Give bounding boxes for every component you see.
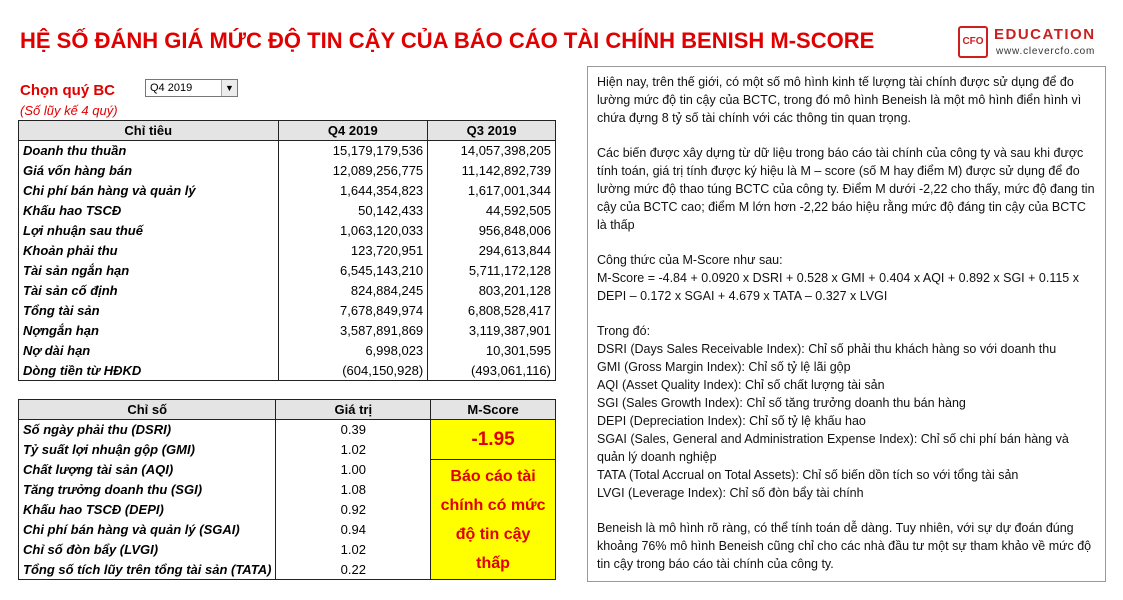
row-label: Lợi nhuận sau thuế <box>19 221 279 241</box>
index-value: 1.02 <box>276 540 431 560</box>
quarter-dropdown-value: Q4 2019 <box>150 82 193 94</box>
table-header-row <box>19 121 556 141</box>
variables-paragraph: Các biến được xây dựng từ dữ liệu trong báo cáo tài chính của công ty và sau khi được tính toán, giá trị tính được ký hiệu là M – score (số M hay điểm M) được sử dụng để đo lường mức độ thao túng BCTC của công ty. Điểm M dưới -2,22 cho thấy, mức độ đang tin cậy của BCTC cao; điểm M lớn hơn -2,22 báo hiệu rằng mức độ đáng tin cậy của BCTC là thấp <box>597 146 1095 232</box>
formula-paragraph <box>597 251 1096 305</box>
definition-item: SGAI (Sales, General and Administration Expense Index): Chỉ số chi phí bán hàng và quản lý doanh nghiệp <box>597 432 1069 464</box>
table-row <box>19 261 556 281</box>
q4-value: 1,644,354,823 <box>278 181 428 201</box>
q4-value: 12,089,256,775 <box>278 161 428 181</box>
column-header: Giá trị <box>276 400 431 420</box>
definition-item: GMI (Gross Margin Index): Chỉ số tỷ lệ lãi gộp <box>597 360 851 374</box>
row-label: Doanh thu thuần <box>19 141 279 161</box>
index-label: Tăng trưởng doanh thu (SGI) <box>19 480 276 500</box>
index-value: 1.02 <box>276 440 431 460</box>
index-label: Số ngày phải thu (DSRI) <box>19 420 276 440</box>
dropdown-arrow-icon[interactable]: ▼ <box>221 80 237 96</box>
row-label: Tài sản cố định <box>19 281 279 301</box>
quarter-dropdown[interactable] <box>145 79 238 97</box>
definition-item: TATA (Total Accrual on Total Assets): Chỉ số biến dồn tích so với tổng tài sản <box>597 468 1019 482</box>
definition-item: LVGI (Leverage Index): Chỉ số đòn bẩy tài chính <box>597 486 864 500</box>
q3-value: 294,613,844 <box>428 241 556 261</box>
table-row <box>19 341 556 361</box>
cfo-education-logo <box>958 26 1108 62</box>
q3-value: 10,301,595 <box>428 341 556 361</box>
table-row <box>19 460 556 480</box>
column-header: Chỉ số <box>19 400 276 420</box>
q3-value: 956,848,006 <box>428 221 556 241</box>
index-value: 0.94 <box>276 520 431 540</box>
q3-value: 11,142,892,739 <box>428 161 556 181</box>
row-label: Khấu hao TSCĐ <box>19 201 279 221</box>
table-row <box>19 301 556 321</box>
q3-value: 5,711,172,128 <box>428 261 556 281</box>
row-label: Khoản phải thu <box>19 241 279 261</box>
q4-value: 123,720,951 <box>278 241 428 261</box>
index-label: Chỉ số đòn bẩy (LVGI) <box>19 540 276 560</box>
table-row <box>19 241 556 261</box>
row-label: Tổng tài sản <box>19 301 279 321</box>
table-row <box>19 321 556 341</box>
q4-value: 1,063,120,033 <box>278 221 428 241</box>
quarter-select-note: (Số lũy kế 4 quý) <box>20 103 118 118</box>
q4-value: (604,150,928) <box>278 361 428 381</box>
table-row <box>19 361 556 381</box>
mscore-index-table <box>18 399 556 580</box>
q4-value: 50,142,433 <box>278 201 428 221</box>
table-row <box>19 161 556 181</box>
q3-value: 14,057,398,205 <box>428 141 556 161</box>
column-header: Chỉ tiêu <box>19 121 279 141</box>
intro-paragraph: Hiện nay, trên thế giới, có một số mô hình kinh tế lượng tài chính được sử dụng để đo lường mức độ tin cậy của BCTC, trong đó mô hình Beneish là một mô hình điển hình vì chứa đựng 8 tỷ số tài chính với các thông tin quan trọng. <box>597 75 1082 125</box>
logo-url-text: www.clevercfo.com <box>996 46 1096 57</box>
table-row <box>19 201 556 221</box>
column-header: Q3 2019 <box>428 121 556 141</box>
definitions-paragraph <box>597 322 1096 502</box>
index-label: Chi phí bán hàng và quản lý (SGAI) <box>19 520 276 540</box>
definitions-intro: Trong đó: <box>597 324 651 338</box>
q4-value: 6,998,023 <box>278 341 428 361</box>
conclusion-paragraph: Beneish là mô hình rõ ràng, có thể tính toán dễ dàng. Tuy nhiên, với sự dự đoán đúng khoảng 76% mô hình Beneish cũng chỉ cho các nhà đầu tư một sự tham khảo về mức độ tin cậy trong báo cáo tài chính của công ty. <box>597 521 1092 571</box>
quarter-select-label: Chọn quý BC <box>20 82 115 99</box>
index-value: 1.08 <box>276 480 431 500</box>
index-label: Tổng số tích lũy trên tổng tài sản (TATA) <box>19 560 276 580</box>
definition-item: DSRI (Days Sales Receivable Index): Chỉ số phải thu khách hàng so với doanh thu <box>597 342 1057 356</box>
q4-value: 6,545,143,210 <box>278 261 428 281</box>
index-label: Tỷ suất lợi nhuận gộp (GMI) <box>19 440 276 460</box>
row-label: Nợngắn hạn <box>19 321 279 341</box>
index-value: 0.22 <box>276 560 431 580</box>
definition-item: SGI (Sales Growth Index): Chỉ số tăng trưởng doanh thu bán hàng <box>597 396 966 410</box>
q4-value: 7,678,849,974 <box>278 301 428 321</box>
q3-value: 803,201,128 <box>428 281 556 301</box>
row-label: Tài sản ngắn hạn <box>19 261 279 281</box>
table-header-row <box>19 400 556 420</box>
index-label: Chất lượng tài sản (AQI) <box>19 460 276 480</box>
financial-data-table <box>18 120 556 381</box>
q3-value: 3,119,387,901 <box>428 321 556 341</box>
mscore-value: -1.95 <box>431 420 556 460</box>
mscore-verdict: Báo cáo tài chính có mức độ tin cậy thấp <box>431 460 556 580</box>
q3-value: 6,808,528,417 <box>428 301 556 321</box>
cfo-logo-mark: CFO <box>958 26 988 58</box>
index-value: 0.92 <box>276 500 431 520</box>
page-title: HỆ SỐ ĐÁNH GIÁ MỨC ĐỘ TIN CẬY CỦA BÁO CÁO TÀI CHÍNH BENISH M-SCORE <box>20 28 875 53</box>
column-header: M-Score <box>431 400 556 420</box>
table-row <box>19 420 556 440</box>
row-label: Giá vốn hàng bán <box>19 161 279 181</box>
q4-value: 824,884,245 <box>278 281 428 301</box>
q4-value: 15,179,179,536 <box>278 141 428 161</box>
formula-text: M-Score = -4.84 + 0.0920 x DSRI + 0.528 x GMI + 0.404 x AQI + 0.892 x SGI + 0.115 x DEPI – 0.172 x SGAI + 4.679 x TATA – 0.327 x LVGI <box>597 271 1079 303</box>
logo-brand-text: EDUCATION <box>994 26 1096 43</box>
table-row <box>19 141 556 161</box>
q3-value: (493,061,116) <box>428 361 556 381</box>
column-header: Q4 2019 <box>278 121 428 141</box>
definition-item: DEPI (Depreciation Index): Chỉ số tỷ lệ khấu hao <box>597 414 866 428</box>
index-value: 1.00 <box>276 460 431 480</box>
table-row <box>19 281 556 301</box>
q3-value: 44,592,505 <box>428 201 556 221</box>
definition-item: AQI (Asset Quality Index): Chỉ số chất lượng tài sản <box>597 378 885 392</box>
q4-value: 3,587,891,869 <box>278 321 428 341</box>
formula-intro: Công thức của M-Score như sau: <box>597 253 783 267</box>
index-value: 0.39 <box>276 420 431 440</box>
table-row <box>19 221 556 241</box>
index-label: Khấu hao TSCĐ (DEPI) <box>19 500 276 520</box>
q3-value: 1,617,001,344 <box>428 181 556 201</box>
row-label: Dòng tiền từ HĐKD <box>19 361 279 381</box>
mscore-description-textbox <box>587 66 1106 582</box>
table-row <box>19 181 556 201</box>
row-label: Chi phí bán hàng và quản lý <box>19 181 279 201</box>
row-label: Nợ dài hạn <box>19 341 279 361</box>
